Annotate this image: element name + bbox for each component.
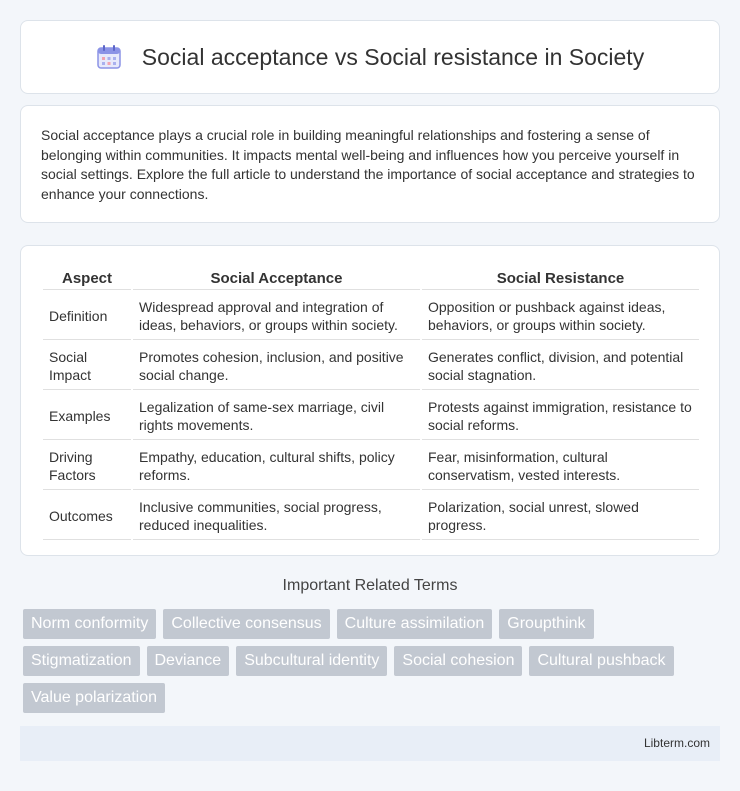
related-term-tag[interactable]: Deviance: [147, 646, 230, 676]
row-acceptance: Legalization of same-sex marriage, civil rights movements.: [133, 392, 420, 440]
footer: [20, 726, 720, 761]
related-term-tag[interactable]: Subcultural identity: [236, 646, 387, 676]
related-term-tag[interactable]: Value polarization: [23, 683, 165, 713]
table-row: [43, 342, 699, 390]
related-term-tag[interactable]: Cultural pushback: [529, 646, 673, 676]
row-aspect: Social Impact: [43, 342, 131, 390]
row-acceptance: Empathy, education, cultural shifts, policy reforms.: [133, 442, 420, 490]
row-acceptance: Promotes cohesion, inclusion, and positive social change.: [133, 342, 420, 390]
row-resistance: Generates conflict, division, and potential social stagnation.: [422, 342, 699, 390]
row-resistance: Fear, misinformation, cultural conservatism, vested interests.: [422, 442, 699, 490]
page-title: Social acceptance vs Social resistance in Society: [141, 43, 645, 70]
table-row: [43, 442, 699, 490]
row-aspect: Driving Factors: [43, 442, 131, 490]
intro-card: [20, 105, 720, 223]
comparison-card: [20, 245, 720, 556]
related-term-tag[interactable]: Social cohesion: [394, 646, 522, 676]
row-acceptance: Inclusive communities, social progress, reduced inequalities.: [133, 492, 420, 540]
table-row: [43, 392, 699, 440]
column-header-resistance: Social Resistance: [422, 268, 699, 290]
table-header-row: [43, 268, 699, 290]
related-term-tag[interactable]: Stigmatization: [23, 646, 140, 676]
row-resistance: Opposition or pushback against ideas, behaviors, or groups within society.: [422, 292, 699, 340]
row-acceptance: Widespread approval and integration of ideas, behaviors, or groups within society.: [133, 292, 420, 340]
row-aspect: Outcomes: [43, 492, 131, 540]
row-resistance: Polarization, social unrest, slowed progress.: [422, 492, 699, 540]
table-row: [43, 492, 699, 540]
related-term-tag[interactable]: Collective consensus: [163, 609, 329, 639]
comparison-table: [41, 266, 701, 542]
related-term-tag[interactable]: Norm conformity: [23, 609, 156, 639]
related-terms-list: [23, 609, 723, 720]
calendar-icon: [96, 44, 122, 70]
related-terms-title: Important Related Terms: [282, 577, 458, 594]
related-term-tag[interactable]: Culture assimilation: [337, 609, 493, 639]
table-row: [43, 292, 699, 340]
column-header-aspect: Aspect: [43, 268, 131, 290]
intro-text: Social acceptance plays a crucial role in building meaningful relationships and fostering a sense of belonging within communities. It impacts mental well-being and influences how you perceive yourself in social settings. Explore the full article to understand the importance of social acceptance and strategies to enhance your connections.: [41, 127, 695, 202]
header-card: [20, 20, 720, 94]
column-header-acceptance: Social Acceptance: [133, 268, 420, 290]
footer-site-link[interactable]: Libterm.com: [643, 736, 710, 750]
row-resistance: Protests against immigration, resistance to social reforms.: [422, 392, 699, 440]
related-term-tag[interactable]: Groupthink: [499, 609, 593, 639]
row-aspect: Examples: [43, 392, 131, 440]
row-aspect: Definition: [43, 292, 131, 340]
